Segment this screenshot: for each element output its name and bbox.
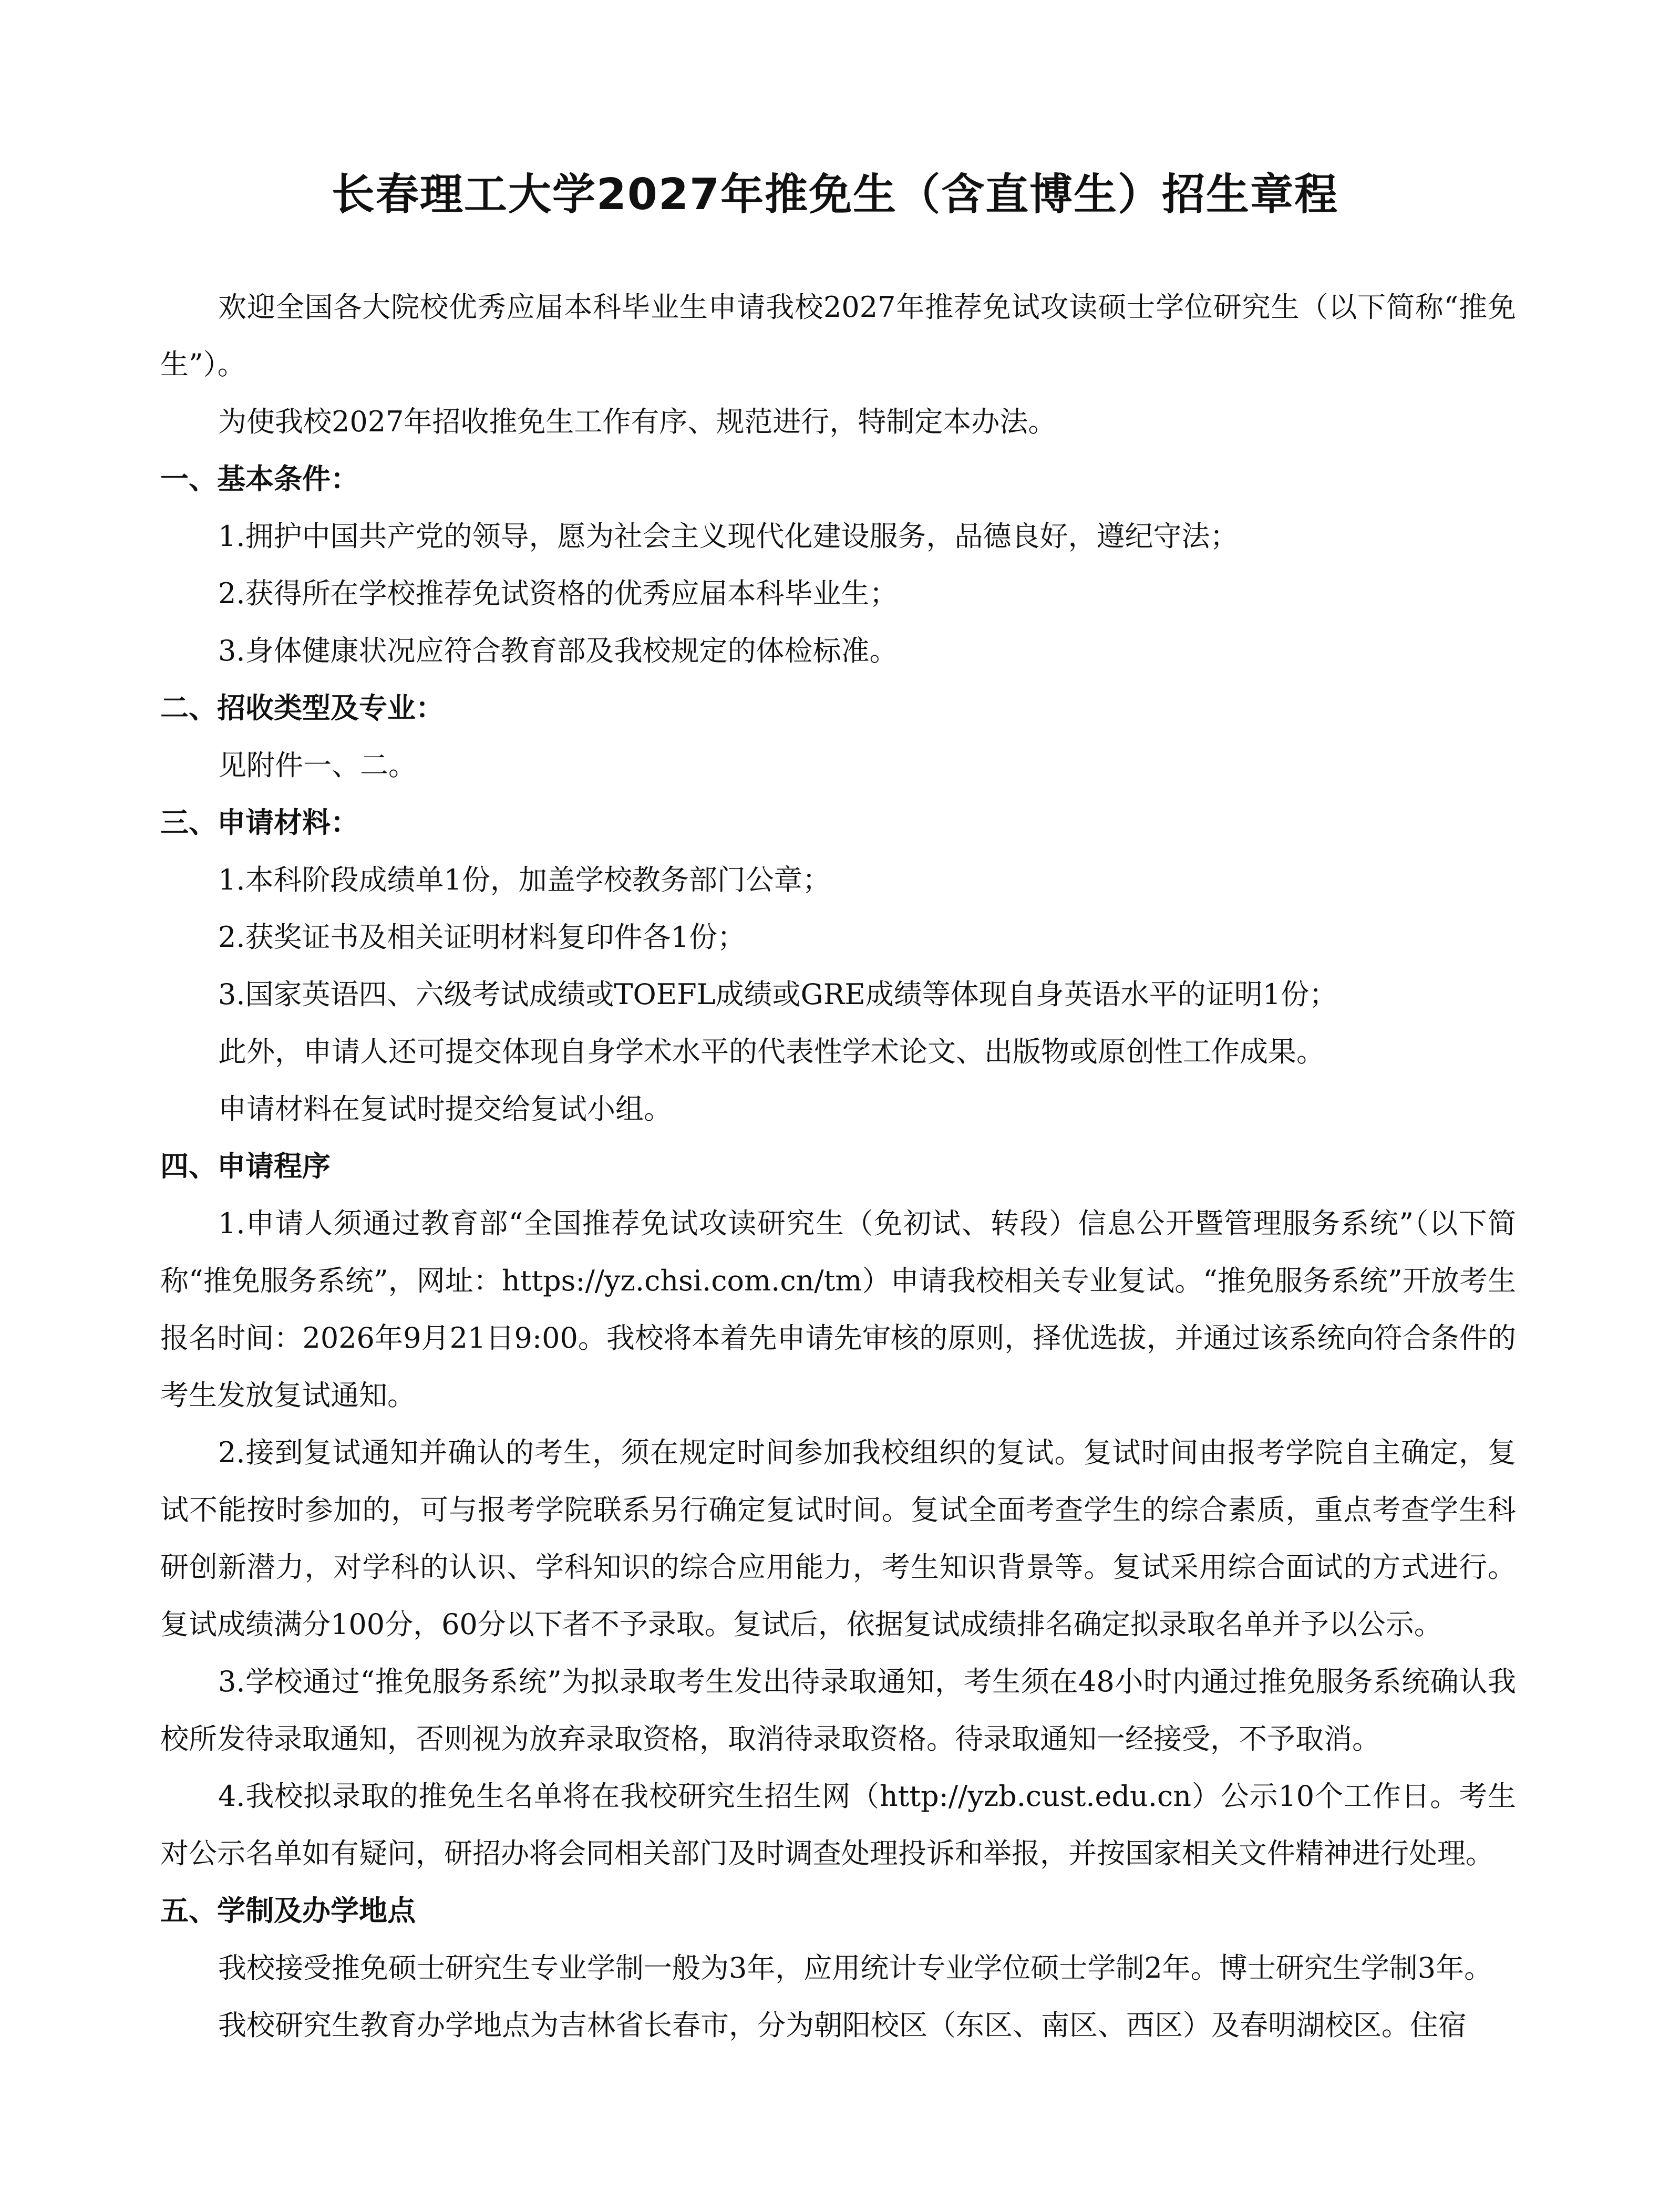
body-paragraph: 欢迎全国各大院校优秀应届本科毕业生申请我校2027年推荐免试攻读硕士学位研究生（以下简称“推免生”）。 <box>160 291 1516 381</box>
body-paragraph: 2.获得所在学校推荐免试资格的优秀应届本科毕业生； <box>218 577 898 610</box>
body-paragraph: 申请材料在复试时提交给复试小组。 <box>218 1092 672 1125</box>
body-paragraph: 3.国家英语四、六级考试成绩或TOEFL成绩或GRE成绩等体现自身英语水平的证明1份； <box>218 978 1338 1011</box>
body-paragraph: 为使我校2027年招收推免生工作有序、规范进行，特制定本办法。 <box>218 405 1057 438</box>
section-heading: 一、基本条件： <box>160 462 359 495</box>
body-paragraph: 2.获奖证书及相关证明材料复印件各1份； <box>218 921 746 954</box>
body-paragraph: 见附件一、二。 <box>218 749 417 782</box>
body-paragraph: 1.本科阶段成绩单1份，加盖学校教务部门公章； <box>218 863 831 896</box>
section-heading: 五、学制及办学地点 <box>160 1894 416 1927</box>
document-title: 长春理工大学2027年推免生（含直博生）招生章程 <box>331 170 1339 220</box>
section-heading: 三、申请材料： <box>160 806 359 839</box>
document-body <box>160 278 1516 2054</box>
body-paragraph: 4.我校拟录取的推免生名单将在我校研究生招生网（http://yzb.cust.edu.cn）公示10个工作日。考生对公示名单如有疑问，研招办将会同相关部门及时调查处理投诉和举报，并按国家相关文件精神进行处理。 <box>160 1780 1516 1870</box>
body-paragraph: 1.申请人须通过教育部“全国推荐免试攻读研究生（免初试、转段）信息公开暨管理服务系统”（以下简称“推免服务系统”，网址：https://yz.chsi.com.cn/tm）申请我校相关专业复试。“推免服务系统”开放考生报名时间：2026年9月21日9:00。我校将本着先申请先审核的原则，择优选拔，并通过该系统向符合条件的考生发放复试通知。 <box>160 1207 1516 1412</box>
body-paragraph: 3.学校通过“推免服务系统”为拟录取考生发出待录取通知，考生须在48小时内通过推免服务系统确认我校所发待录取通知，否则视为放弃录取资格，取消待录取资格。待录取通知一经接受，不予取消。 <box>160 1665 1516 1755</box>
body-paragraph: 2.接到复试通知并确认的考生，须在规定时间参加我校组织的复试。复试时间由报考学院自主确定，复试不能按时参加的，可与报考学院联系另行确定复试时间。复试全面考查学生的综合素质，重点考查学生科研创新潜力，对学科的认识、学科知识的综合应用能力，考生知识背景等。复试采用综合面试的方式进行。复试成绩满分100分，60分以下者不予录取。复试后，依据复试成绩排名确定拟录取名单并予以公示。 <box>160 1436 1516 1641</box>
body-paragraph: 此外，申请人还可提交体现自身学术水平的代表性学术论文、出版物或原创性工作成果。 <box>218 1035 1325 1068</box>
body-paragraph: 3.身体健康状况应符合教育部及我校规定的体检标准。 <box>218 634 898 667</box>
section-heading: 二、招收类型及专业： <box>160 691 444 725</box>
body-paragraph: 1.拥护中国共产党的领导，愿为社会主义现代化建设服务，品德良好，遵纪守法； <box>218 520 1239 553</box>
body-paragraph: 我校接受推免硕士研究生专业学制一般为3年，应用统计专业学位硕士学制2年。博士研究生学制3年。 <box>218 1951 1493 1984</box>
body-paragraph: 我校研究生教育办学地点为吉林省长春市，分为朝阳校区（东区、南区、西区）及春明湖校区。住宿 <box>218 2009 1467 2042</box>
section-heading: 四、申请程序 <box>160 1150 331 1183</box>
